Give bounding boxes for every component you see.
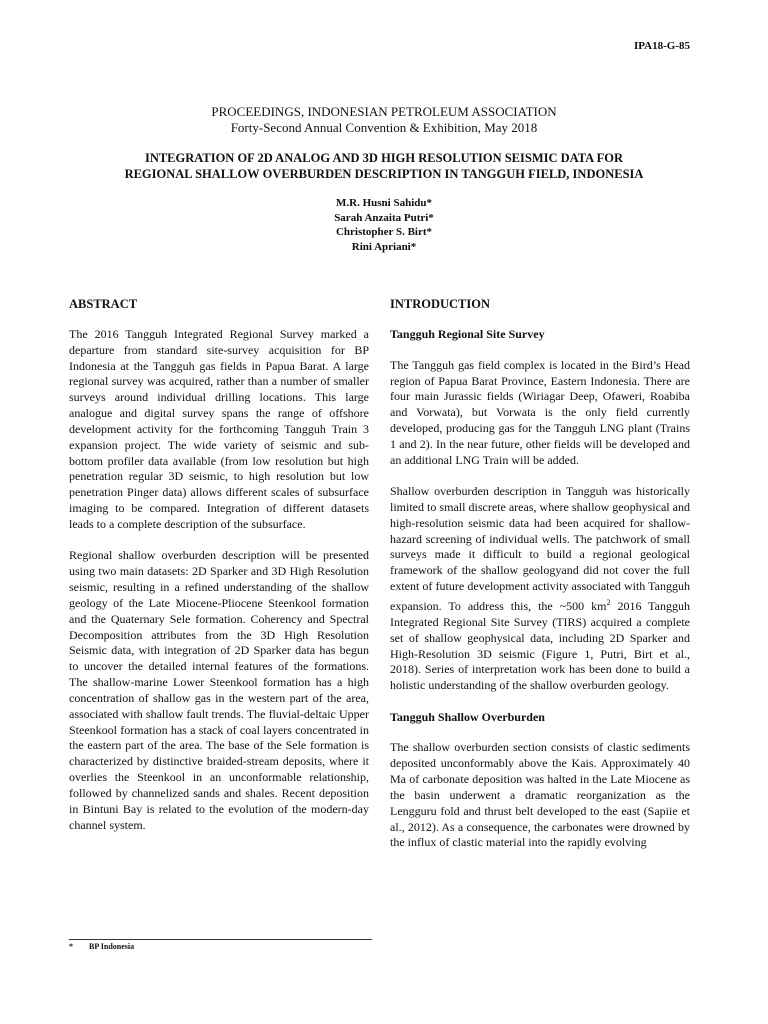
- paragraph-text: Shallow overburden description in Tangguh was historically limited to small discrete areas, where shallow geophysical and high-resolution seismic data had been acquired for shallow-hazard screening of individual wells. The patchwork of small surveys made it difficult to build a regional geological framework of the shallow geologyand did not cover the full extent of future development activity associated with Tangguh expansion. To address this, the ~500 km: [390, 484, 690, 613]
- subsection-heading-shallow-overburden: Tangguh Shallow Overburden: [390, 709, 545, 724]
- introduction-paragraph-3: The shallow overburden section consists of clastic sediments deposited unconformably above the Kais. Approximately 40 Ma of carbonate deposition was halted in the Late Miocene as the basin underwent a dramatic reorganization as the Lengguru fold and thrust belt developed to the east (Sapiie et al., 2012). As a consequence, the carbonates were drowned by the influx of clastic material into the rapidly evolving: [390, 740, 690, 850]
- introduction-heading: INTRODUCTION: [390, 297, 491, 311]
- proceedings-header: [0, 104, 768, 136]
- author: Rini Apriani*: [351, 240, 417, 253]
- paper-code: IPA18-G-85: [633, 40, 690, 52]
- paragraph-text: 2016 Tangguh Integrated Regional Site Survey (TIRS) acquired a complete set of shallow geophysical data, including 2D Sparker and High-Resolution 3D seismic (Figure 1, Putri, Birt et al., 2018). Series of interpretation work has been done to build a holistic understanding of the shallow overburden geology.: [390, 599, 690, 693]
- proceedings-name: PROCEEDINGS, INDONESIAN PETROLEUM ASSOCIATION: [211, 104, 557, 119]
- title-line-2: REGIONAL SHALLOW OVERBURDEN DESCRIPTION IN TANGGUH FIELD, INDONESIA: [124, 167, 644, 181]
- paper-title: [0, 150, 768, 182]
- right-column: [390, 297, 690, 867]
- convention-name: Forty-Second Annual Convention & Exhibition, May 2018: [230, 120, 538, 135]
- subsection-heading-site-survey: Tangguh Regional Site Survey: [390, 326, 545, 341]
- footnote: [69, 942, 134, 951]
- superscript: 2: [606, 598, 611, 607]
- author: Christopher S. Birt*: [335, 226, 433, 239]
- abstract-paragraph-1: The 2016 Tangguh Integrated Regional Survey marked a departure from standard site-survey acquisition for BP Indonesia at the Tangguh gas fields in Papua Barat. A large regional survey was acquired, rather than a number of smaller surveys around individual drilling locations. This large analogue and digital survey spans the range of offshore development activity for the forthcoming Tangguh Train 3 expansion project. The wide variety of seismic and sub-bottom profiler data available (from low resolution but high penetration regular 3D seismic, to high resolution but low penetration Pinger data) allows different scales of subsurface imaging to be compared. Integration of different datasets leads to a complete description of the subsurface.: [69, 326, 369, 531]
- abstract-paragraph-2: Regional shallow overburden description will be presented using two main datasets: 2D Sparker and 3D High Resolution seismic, resulting in a refined understanding of the shallow geology of the Late Miocene-Pliocene Steenkool formation and the Quaternary Sele formation. Coherency and Spectral Decomposition attributes from the 3D High Resolution Seismic data, with integration of 2D Sparker data has begun to uncover the detailed internal features of the formations. The shallow-marine Lower Steenkool formation has a high concentration of shallow gas in the western part of the area, associated with shallow fault trends. The fluvial-deltaic Upper Steenkool formation has a stack of coal layers concentrated in the eastern part of the area. The base of the Sele formation is characterized by distinctive braided-stream deposits, where it overlies the Steenkool in an unconformable relationship, followed by channelized sands and shales. Recent deposition in Bintuni Bay is related to the evolution of the modern-day channel system.: [69, 548, 369, 832]
- introduction-paragraph-2: [390, 484, 690, 694]
- footnote-mark: *: [69, 942, 73, 951]
- author-list: [0, 196, 768, 254]
- footnote-text: BP Indonesia: [89, 942, 135, 951]
- author: Sarah Anzaita Putri*: [334, 211, 434, 224]
- left-column: [69, 297, 369, 849]
- abstract-heading: ABSTRACT: [69, 297, 138, 311]
- author: M.R. Husni Sahidu*: [336, 197, 432, 209]
- title-line-1: INTEGRATION OF 2D ANALOG AND 3D HIGH RESOLUTION SEISMIC DATA FOR: [144, 151, 624, 165]
- footnote-divider: [69, 939, 372, 940]
- introduction-paragraph-1: The Tangguh gas field complex is located in the Bird’s Head region of Papua Barat Province, Eastern Indonesia. There are four main Jurassic fields (Wiriagar Deep, Ofaweri, Roabiba and Vorwata), but Vorwata is the only field currently developed, producing gas for the Tangguh LNG plant (Trains 1 and 2). In the near future, other fields will be developed and an additional LNG Train will be added.: [390, 357, 690, 467]
